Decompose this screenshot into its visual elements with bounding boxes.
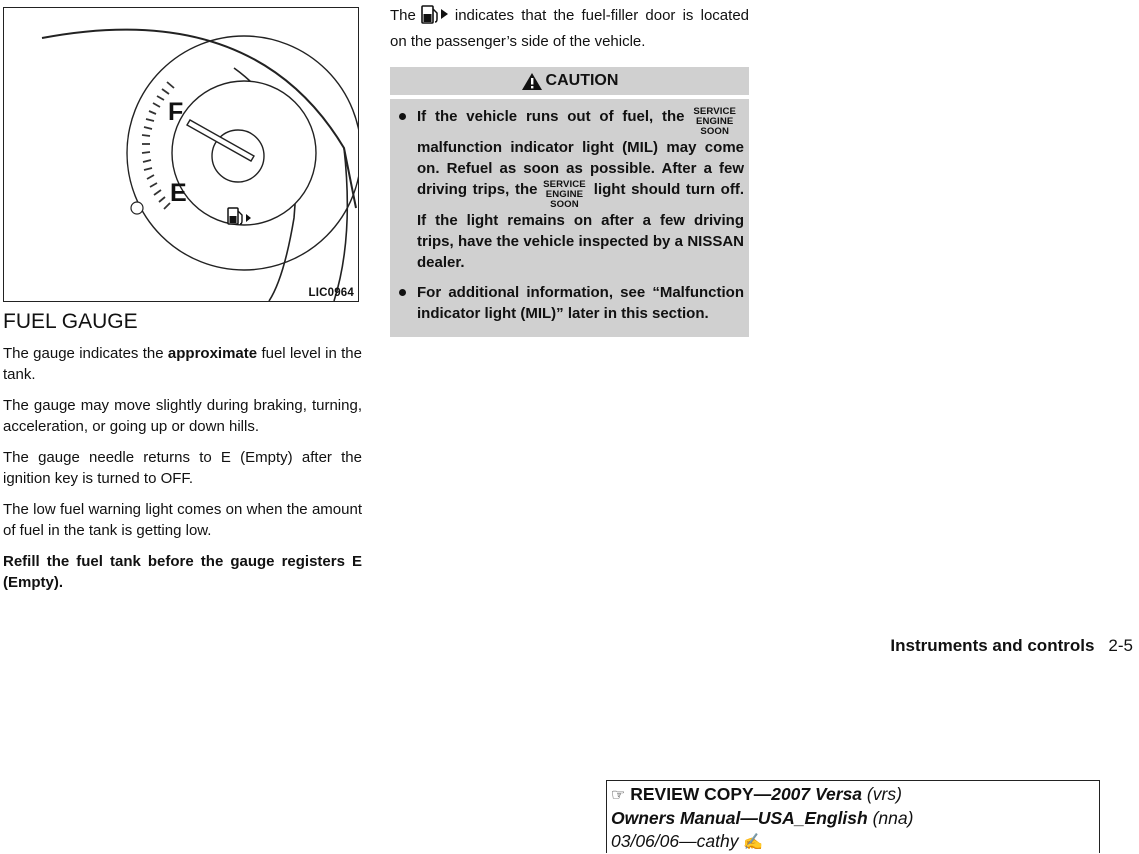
page-footer — [890, 636, 1133, 656]
gauge-full-mark: F — [168, 98, 184, 126]
review-line-3: 03/06/06—cathy ✍ — [611, 831, 764, 851]
pointing-hand-icon: ☞ — [611, 787, 626, 804]
caution-title: CAUTION — [545, 72, 619, 89]
paragraph-needle-return: The gauge needle returns to E (Empty) after the ignition key is turned to OFF. — [3, 449, 362, 487]
paragraph-low-fuel-warning: The low fuel warning light comes on when the amount of fuel in the tank is getting low. — [3, 501, 362, 539]
bullet-dot — [399, 289, 406, 296]
low-fuel-light-icon — [131, 202, 143, 214]
figure-code: LIC0964 — [308, 287, 354, 299]
writing-hand-icon: ✍ — [743, 834, 764, 851]
caution-header — [390, 67, 749, 95]
caution-body — [390, 99, 749, 337]
review-line-1: ☞ REVIEW COPY—2007 Versa (vrs) — [611, 784, 902, 804]
footer-section: Instruments and controls — [890, 636, 1095, 655]
bullet-dot — [399, 113, 406, 120]
paragraph-gauge-movement: The gauge may move slightly during braking, turning, acceleration, or going up or down hills. — [3, 397, 362, 435]
review-copy-box — [606, 780, 1100, 853]
review-line-2: Owners Manual—USA_English (nna) — [611, 808, 914, 828]
caution-bullet-more-info: For additional information, see “Malfunction indicator light (MIL)” later in this section. — [395, 282, 744, 324]
left-column — [3, 310, 362, 603]
fuel-door-side-icon — [418, 3, 450, 31]
fuel-door-intro: The indicates that the fuel-filler door is located on the passenger’s side of the vehicle. — [390, 3, 749, 52]
service-engine-soon-icon: SERVICE ENGINE SOON — [543, 179, 586, 210]
warning-triangle-icon — [521, 72, 543, 91]
approximate-emphasis: approximate — [167, 345, 258, 362]
paragraph-refill-warning: Refill the fuel tank before the gauge registers E (Empty). — [3, 553, 362, 591]
service-engine-soon-icon: SERVICE ENGINE SOON — [693, 106, 736, 137]
section-title: FUEL GAUGE — [3, 310, 138, 333]
fuel-gauge-illustration — [4, 8, 358, 301]
paragraph-approximate: The gauge indicates the approximate fuel level in the tank. — [3, 345, 362, 383]
right-column — [390, 3, 749, 337]
fuel-gauge-figure — [3, 7, 359, 302]
page-number: 2-5 — [1108, 636, 1133, 655]
gauge-empty-mark: E — [170, 179, 187, 207]
caution-bullet-fuel: If the vehicle runs out of fuel, the SERVICE ENGINE SOON malfunction indicator light (MIL) may come on. Refuel as soon as possible. After a few driving trips, the SERVICE ENGINE SOON light should turn off. If the light remains on after a few driving trips, have the vehicle inspected by a NISSAN dealer. — [395, 106, 744, 273]
